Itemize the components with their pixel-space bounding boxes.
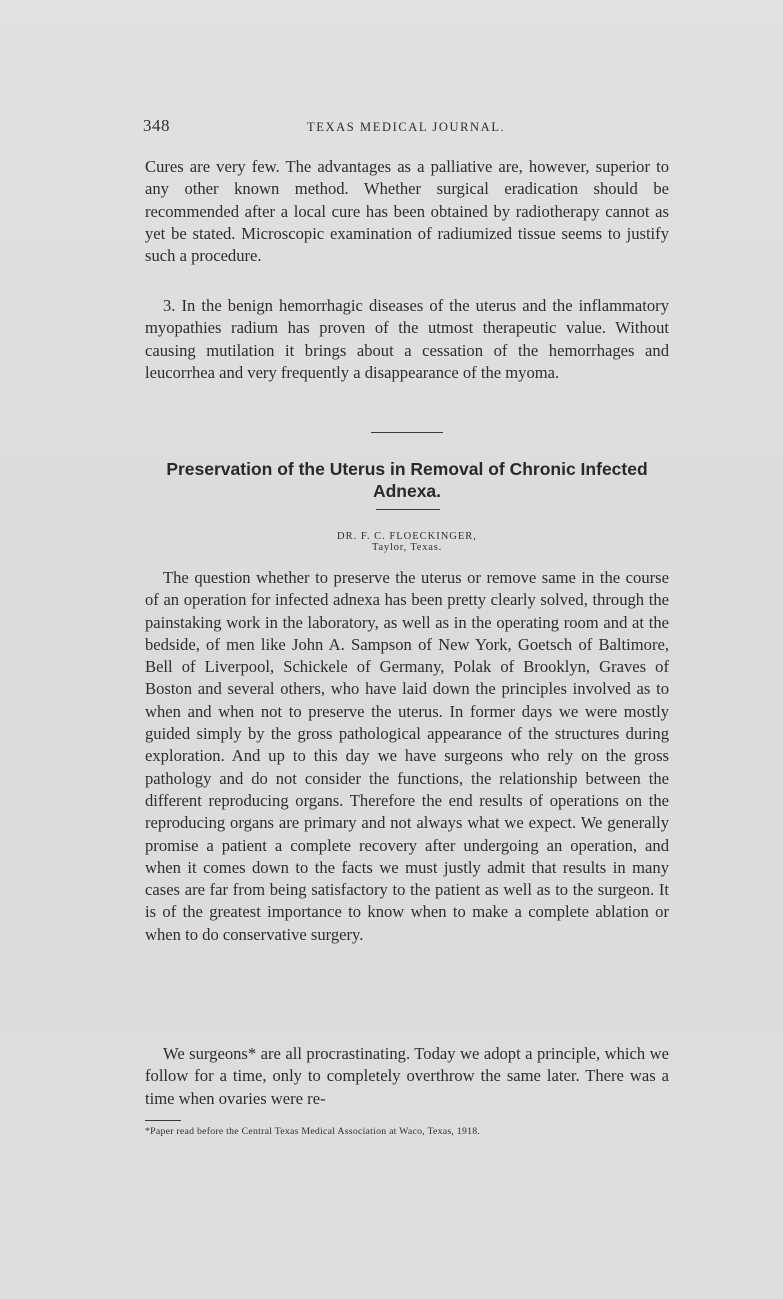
article-paragraph-1: The question whether to preserve the uterus or remove same in the course of an operation for infected adnexa has been pretty clearly solved, through the painstaking work in the laboratory, as well as in the operating room and at the bedside, of men like John A. Sampson of New York, Goetsch of Baltimore, Bell of Liverpool, Schickele of Germany, Polak of Brooklyn, Graves of Boston and several others, who have laid down the principles involved as to when and when not to preserve the uterus. In former days we were mostly guided simply by the gross pathological appearance of the structures during exploration. And up to this day we have surgeons who rely on the gross pathology and do not consider the functions, the relationship between the different reproducing organs. Therefore the end results of operations on the reproducing organs are primary and not always what we expect. We generally promise a patient a complete recovery after undergoing an operation, and when it comes down to the facts we must justly admit that results in many cases are far from being satisfactory to the patient as well as to the surgeon. It is of the greatest importance to know when to make a complete ablation or when to do conservative surgery. xyxy=(145,568,669,944)
numbered-paragraph-3: 3. In the benign hemorrhagic diseases of the uterus and the inflammatory myopathies radium has proven of the utmost therapeutic value. Without causing mutilation it brings about a cessation of the hemorrhages and leucorrhea and very frequently a disappearance of the myoma. xyxy=(145,296,669,382)
article-title: Preservation of the Uterus in Removal of Chronic Infected Adnexa. xyxy=(166,459,648,501)
page-number: 348 xyxy=(143,116,170,135)
section-divider xyxy=(371,432,443,433)
article-paragraph-2: We surgeons* are all procrastinating. Today we adopt a principle, which we follow for a time, only to completely overthrow the same later. There was a time when ovaries were re- xyxy=(145,1044,669,1108)
footnote: *Paper read before the Central Texas Medical Association at Waco, Texas, 1918. xyxy=(145,1126,481,1137)
author-location: Taylor, Texas. xyxy=(371,542,443,553)
page-header xyxy=(143,116,670,140)
title-underline xyxy=(376,509,440,510)
footnote-rule xyxy=(145,1120,181,1121)
continuation-paragraph: Cures are very few. The advantages as a palliative are, however, superior to any other known method. Whether surgical eradication should be recommended after a local cure has been obtained by radiotherapy cannot as yet be stated. Microscopic examination of radiumized tissue seems to justify such a procedure. xyxy=(145,157,669,266)
running-title: TEXAS MEDICAL JOURNAL. xyxy=(307,120,506,134)
article-author: DR. F. C. FLOECKINGER, xyxy=(337,531,477,542)
